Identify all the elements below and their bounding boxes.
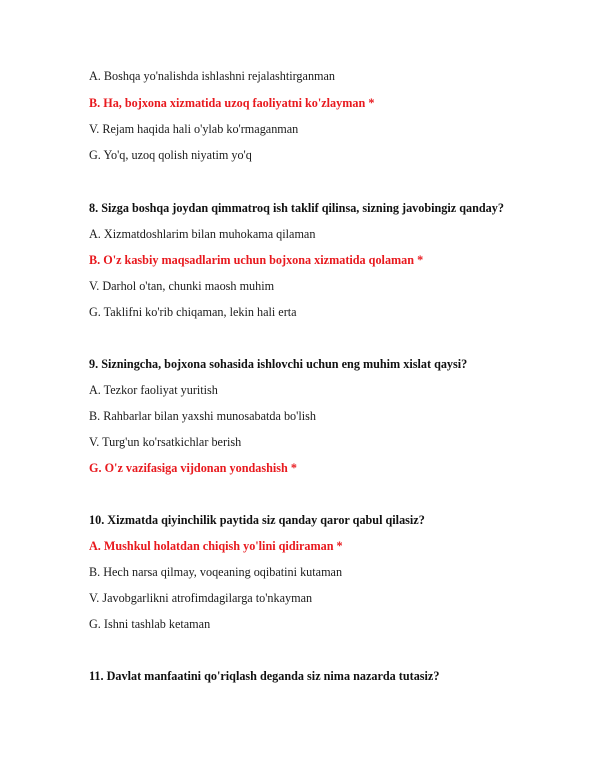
q7-option-b-correct: B. Ha, bojxona xizmatida uzoq faoliyatni ko'zlayman * bbox=[89, 96, 375, 110]
q10-question: 10. Xizmatda qiyinchilik paytida siz qanday qaror qabul qilasiz? bbox=[89, 513, 425, 527]
q9-option-a: A. Tezkor faoliyat yuritish bbox=[89, 383, 218, 397]
q8-option-a: A. Xizmatdoshlarim bilan muhokama qilaman bbox=[89, 227, 316, 241]
q8-option-b-correct: B. O'z kasbiy maqsadlarim uchun bojxona xizmatida qolaman * bbox=[89, 253, 424, 267]
q11-question: 11. Davlat manfaatini qo'riqlash deganda siz nima nazarda tutasiz? bbox=[89, 669, 440, 683]
q8-question: 8. Sizga boshqa joydan qimmatroq ish taklif qilinsa, sizning javobingiz qanday? bbox=[89, 201, 504, 215]
q7-option-v: V. Rejam haqida hali o'ylab ko'rmaganman bbox=[89, 122, 299, 136]
q9-question: 9. Sizningcha, bojxona sohasida ishlovchi uchun eng muhim xislat qaysi? bbox=[89, 357, 468, 371]
q8-option-v: V. Darhol o'tan, chunki maosh muhim bbox=[89, 279, 275, 293]
q8-option-g: G. Taklifni ko'rib chiqaman, lekin hali erta bbox=[89, 305, 297, 319]
q10-option-b: B. Hech narsa qilmay, voqeaning oqibatini kutaman bbox=[89, 565, 343, 579]
q9-option-b: B. Rahbarlar bilan yaxshi munosabatda bo'lish bbox=[89, 409, 316, 423]
q9-option-g-correct: G. O'z vazifasiga vijdonan yondashish * bbox=[89, 461, 297, 475]
q10-option-g: G. Ishni tashlab ketaman bbox=[89, 617, 211, 631]
q10-option-a-correct: A. Mushkul holatdan chiqish yo'lini qidiraman * bbox=[89, 539, 343, 553]
q7-option-a: A. Boshqa yo'nalishda ishlashni rejalashtirganman bbox=[89, 69, 336, 83]
q7-option-g: G. Yo'q, uzoq qolish niyatim yo'q bbox=[89, 148, 252, 162]
q9-option-v: V. Turg'un ko'rsatkichlar berish bbox=[89, 435, 242, 449]
q10-option-v: V. Javobgarlikni atrofimdagilarga to'nkayman bbox=[89, 591, 313, 605]
